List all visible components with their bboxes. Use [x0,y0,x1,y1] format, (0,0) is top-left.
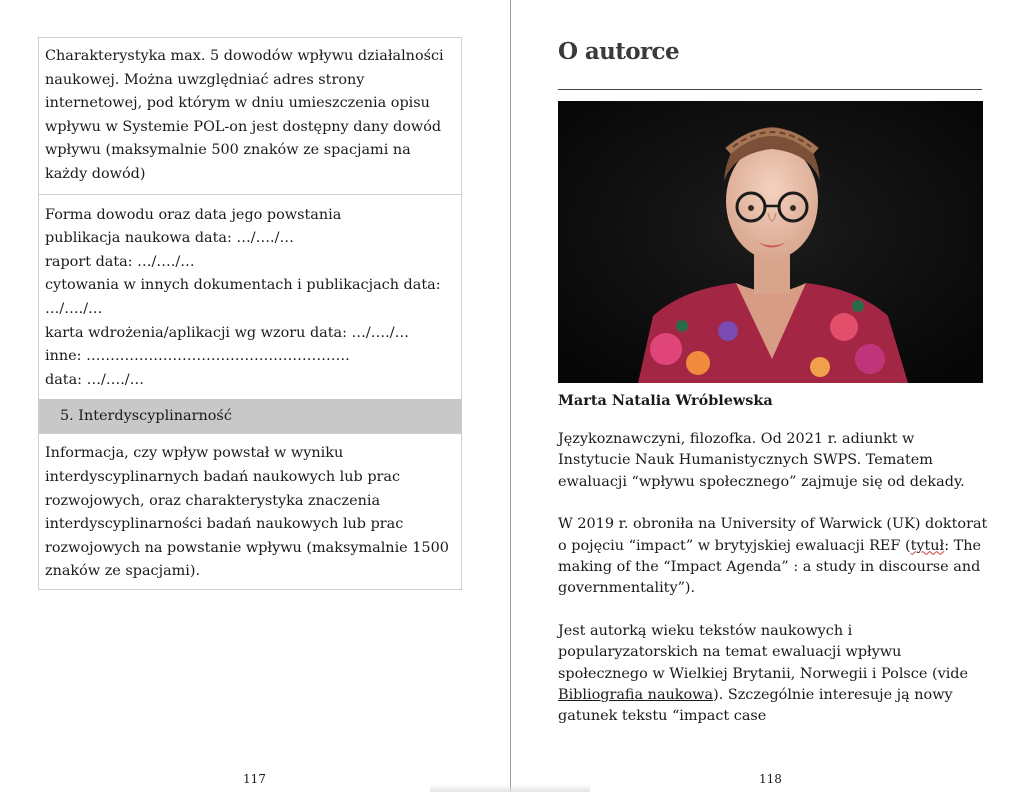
bio-text: Jest autorką wieku tekstów naukowych i popularyzatorskich na temat ewaluacji wpływu społecznego w Wielkiej Brytanii, Norwegii i Polsce (vide [558,622,969,682]
bio-text: : The making of the “Impact Agenda” : a study in discourse and governmentality”). [558,537,982,597]
author-name: Marta Natalia Wróblewska [558,392,773,409]
evidence-form-line: raport data: …/…./… [45,253,195,270]
bio-paragraph-2 [558,514,988,600]
bio-paragraph-1: Językoznawczyni, filozofka. Od 2021 r. adiunkt w Instytucie Nauk Humanistycznych SWPS. Tematem ewaluacji “wpływu społecznego” zajmuje się od dekady. [558,431,965,490]
evidence-form-cell [39,194,461,400]
about-author-heading: O autorce [558,38,679,65]
evidence-form-line: data: …/…./… [45,371,145,388]
section-heading-interdisciplinarity: 5. Interdyscyplinarność [39,399,461,433]
bibliography-link[interactable]: Bibliografia naukowa [558,687,714,704]
bio-paragraph-3 [558,621,988,728]
author-bio [558,429,988,749]
evidence-form-line: karta wdrożenia/aplikacji wg wzoru data: …/…./… [45,324,409,341]
evidence-form-line: publikacja naukowa data: …/…./… [45,230,294,247]
page-number-right: 118 [759,772,782,786]
spellcheck-word: tytuł [910,537,945,554]
evidence-table [38,37,462,590]
page-bottom-shadow [430,784,590,792]
bio-text: W 2019 r. obroniła na University of Warwick (UK) doktorat o pojęciu “impact” w brytyjskiej ewaluacji REF ( [558,516,988,554]
left-page [0,0,510,792]
evidence-form-line: Forma dowodu oraz data jego powstania [45,206,342,223]
evidence-characteristics-cell [39,37,461,194]
interdisciplinarity-text: Informacja, czy wpływ powstał w wyniku interdyscyplinarnych badań naukowych lub prac rozwojowych, oraz charakterystyka znaczenia interdyscyplinarności badań naukowych lub prac rozwojowych na powstanie wpływu (maksymalnie 1500 znaków ze spacjami). [45,445,449,580]
evidence-form-line: inne: ………………………………………………. [45,348,350,365]
evidence-characteristics-text: Charakterystyka max. 5 dowodów wpływu działalności naukowej. Można uwzględniać adres strony internetowej, pod którym w dniu umieszczenia opisu wpływu w Systemie POL-on jest dostępny dany dowód wpływu (maksymalnie 500 znaków ze spacjami na każdy dowód) [45,48,444,182]
interdisciplinarity-cell [39,433,461,590]
author-portrait-image [558,101,983,383]
evidence-form-line: cytowania w innych dokumentach i publikacjach data: [45,277,441,294]
page-number-left: 117 [243,772,266,786]
bio-text: ). Szczególnie interesuje ją nowy gatunek tekstu “impact case [558,687,953,725]
heading-rule [558,89,982,90]
right-page [511,0,1024,792]
evidence-form-line: …/…./… [45,300,103,317]
